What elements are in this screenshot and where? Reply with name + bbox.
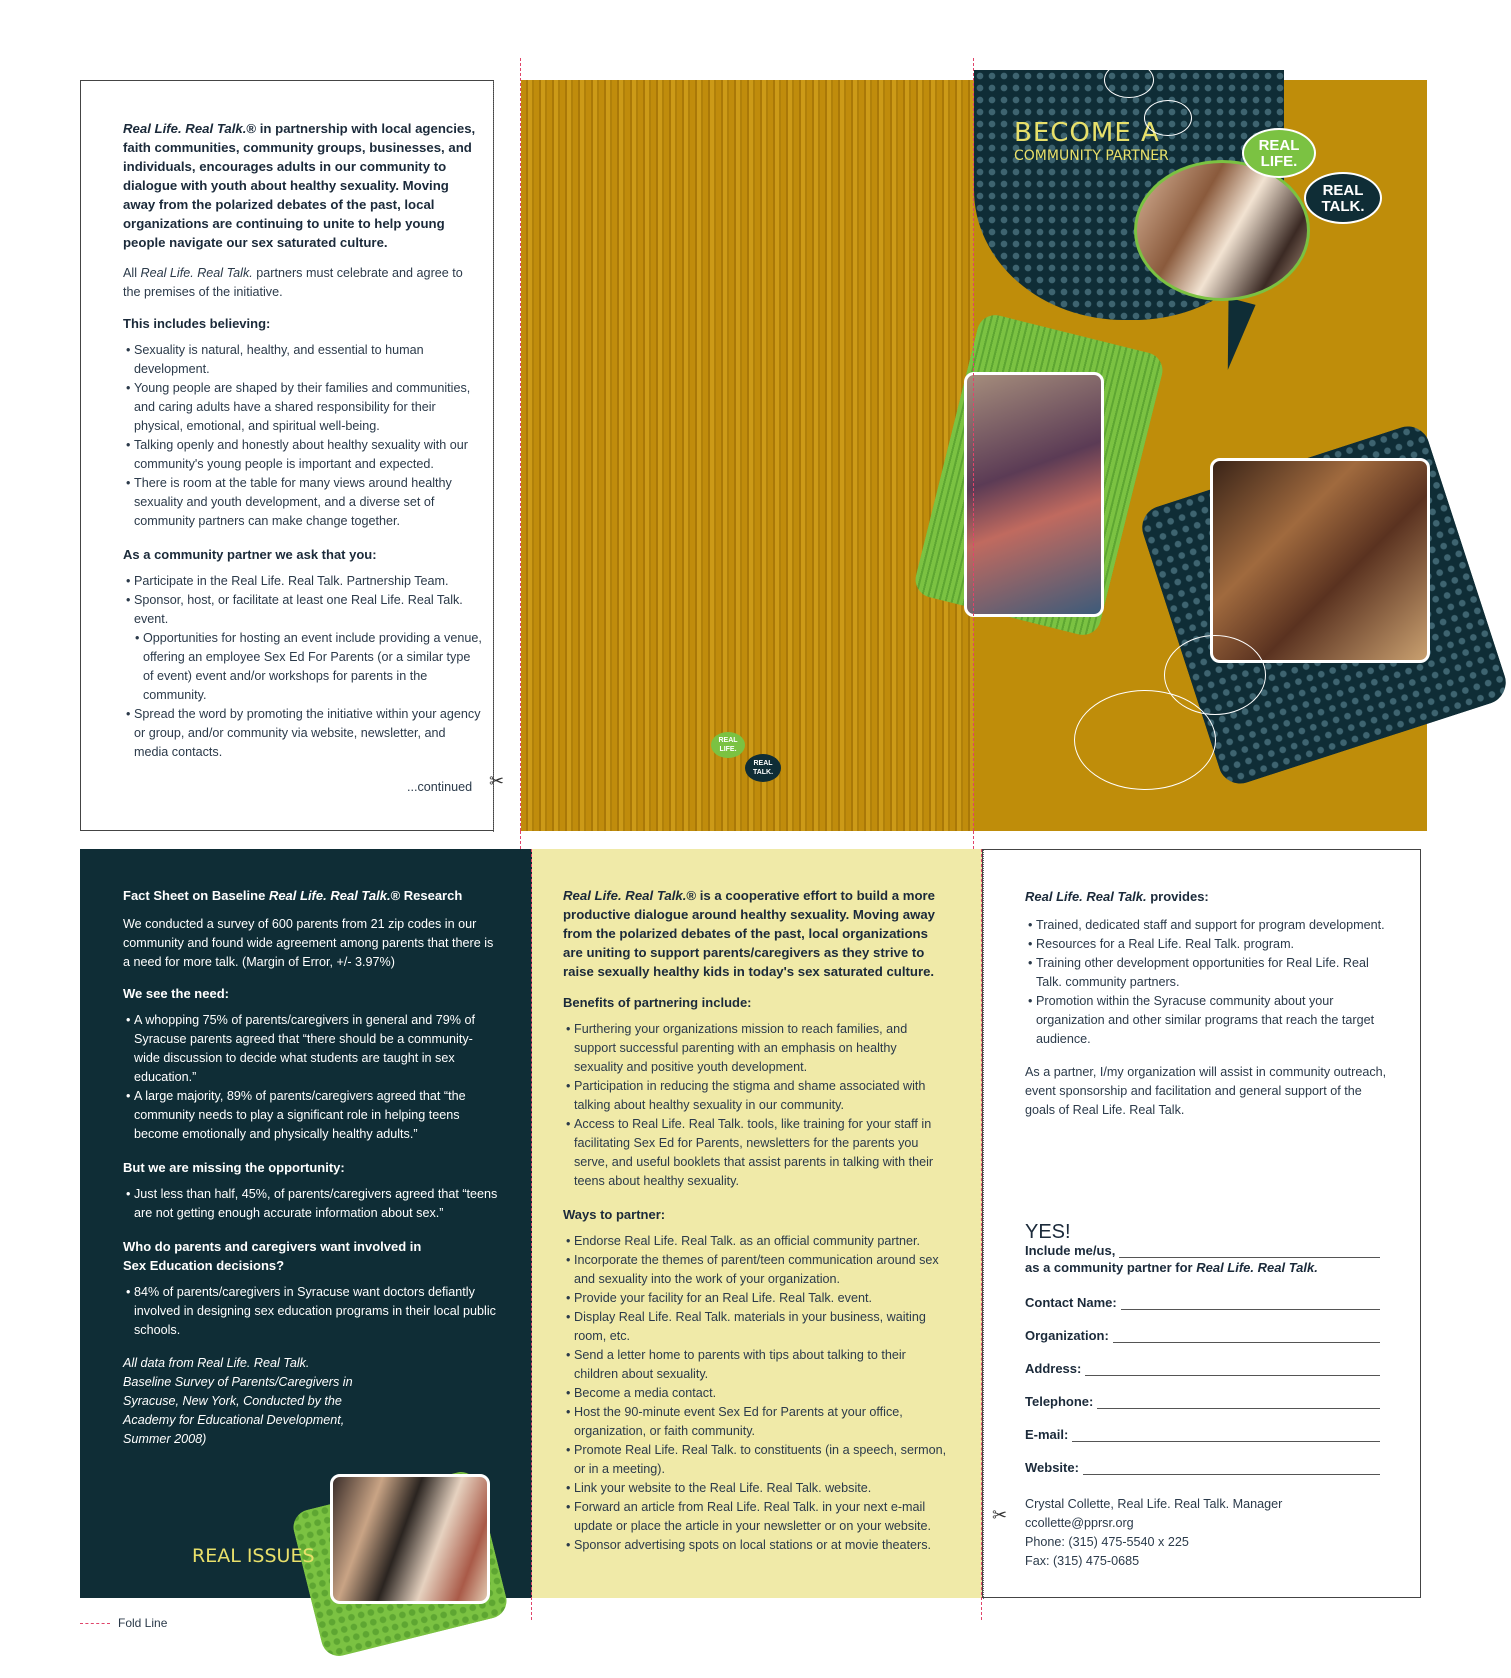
include-field[interactable]: Include me/us, [1025, 1243, 1380, 1258]
cover-photo-mother-daughter [964, 372, 1104, 617]
outline-speech-bubble [1074, 690, 1216, 790]
outline-speech-bubble [1104, 62, 1154, 98]
small-logo [711, 732, 791, 792]
logo-real-life-bubble: REAL LIFE. [711, 732, 745, 758]
perforation-line [493, 81, 494, 832]
list-item: • Display Real Life. Real Talk. materials in your business, waiting room, etc. [563, 1308, 948, 1346]
telephone-field[interactable]: Telephone: [1025, 1394, 1380, 1409]
list-item: • Training other development opportunities for Real Life. Real Talk. community partners. [1025, 954, 1395, 992]
include-input-line[interactable] [1119, 1243, 1380, 1258]
ask-heading: As a community partner we ask that you: [123, 547, 377, 562]
organization-field[interactable]: Organization: [1025, 1328, 1380, 1343]
yes-heading: YES! [1025, 1221, 1071, 1243]
ask-list [123, 572, 483, 762]
list-item: • Participate in the Real Life. Real Talk. Partnership Team. [123, 572, 483, 591]
need-heading: We see the need: [123, 986, 229, 1001]
list-item: • 84% of parents/caregivers in Syracuse want doctors defiantly involved in designing sex education programs in their local public schools. [123, 1283, 498, 1340]
cover-photo-guitar [1210, 458, 1430, 663]
fold-line-legend [80, 1616, 167, 1630]
list-item: • Incorporate the themes of parent/teen communication around sex and sexuality into the work of your organization. [563, 1251, 948, 1289]
list-item: • Become a media contact. [563, 1384, 948, 1403]
provides-heading: Real Life. Real Talk. provides: [1025, 889, 1209, 904]
contact-block [1025, 1495, 1380, 1571]
assist-paragraph: As a partner, I/my organization will assist in community outreach, event sponsorship and facilitation and general support of the goals of Real Life. Real Talk. [1025, 1065, 1387, 1117]
source-note: All data from Real Life. Real Talk. Baseline Survey of Parents/Caregivers in Syracuse, New York, Conducted by the Academy for Educational Development, Summer 2008) [123, 1356, 353, 1446]
survey-paragraph: We conducted a survey of 600 parents from 21 zip codes in our community and found wide agreement among parents that there is a need for more talk. (Margin of Error, +/- 3.97%) [123, 917, 494, 969]
real-issues-tagline: REAL ISSUES [192, 1545, 315, 1567]
contact-fax-text: Fax: (315) 475-0685 [1025, 1554, 1140, 1568]
list-item: • Sexuality is natural, healthy, and essential to human development. [123, 341, 483, 379]
list-item: • Promotion within the Syracuse community about your organization and other similar programs that reach the target audience. [1025, 992, 1395, 1049]
cover-title-line2: COMMUNITY PARTNER [1014, 148, 1169, 164]
fold-line [520, 58, 521, 831]
who-list [123, 1283, 498, 1340]
list-item: • Just less than half, 45%, of parents/caregivers agreed that “teens are not getting enough accurate information about sex.” [123, 1185, 498, 1223]
contact-email-text: ccollette@pprsr.org [1025, 1516, 1134, 1530]
logo-real-talk-bubble: REAL TALK. [745, 754, 781, 782]
fold-line-swatch [80, 1623, 110, 1624]
scissors-icon: ✂ [992, 1505, 1008, 1525]
panel-front-cover [974, 80, 1427, 831]
list-item: • Host the 90-minute event Sex Ed for Parents at your office, organization, or faith community. [563, 1403, 948, 1441]
organization-input[interactable] [1113, 1328, 1380, 1343]
list-item: • Furthering your organizations mission to reach families, and support successful parenting with an emphasis on healthy sexuality and positive youth development. [563, 1020, 948, 1077]
provides-list [1025, 916, 1395, 1049]
benefits-intro: Real Life. Real Talk.® is a cooperative effort to build a more productive dialogue around healthy sexuality. Moving away from the polarized debates of the past, local organizations are uniting to support parents/caregivers as they strive to raise sexually healthy kids in today's sex saturated culture. [563, 888, 936, 979]
cover-title-line1: BECOME A [1014, 118, 1160, 148]
continued-label: ...continued [407, 780, 473, 794]
list-item: • A large majority, 89% of parents/caregivers agreed that “the community needs to play a significant role in helping teens become emotionally and physically healthy adults.” [123, 1087, 498, 1144]
panel-partner-form [982, 849, 1421, 1598]
list-item: • Opportunities for hosting an event include providing a venue, offering an employee Sex Ed For Parents (or a similar type of event) event and/or workshops for parents in the community. [123, 629, 483, 705]
list-item: • Resources for a Real Life. Real Talk. program. [1025, 935, 1395, 954]
include-line2: as a community partner for Real Life. Real Talk. [1025, 1260, 1318, 1275]
ways-heading: Ways to partner: [563, 1207, 666, 1222]
missing-list [123, 1185, 498, 1223]
list-item: • Spread the word by promoting the initiative within your agency or group, and/or community via website, newsletter, and media contacts. [123, 705, 483, 762]
cover-bubble-tail [1210, 298, 1255, 373]
believe-heading: This includes believing: [123, 316, 271, 331]
list-item: • Young people are shaped by their families and communities, and caring adults have a shared responsibility for their physical, emotional, and spiritual well-being. [123, 379, 483, 436]
website-field[interactable]: Website: [1025, 1460, 1380, 1475]
contact-name-input[interactable] [1121, 1295, 1380, 1310]
missing-heading: But we are missing the opportunity: [123, 1160, 345, 1175]
list-item: • Access to Real Life. Real Talk. tools, like training for your staff in facilitating Sex Ed for Parents, newsletters for the parents you serve, and useful booklets that assist parents in talking with their teens about healthy sexuality. [563, 1115, 948, 1191]
ways-list [563, 1232, 948, 1555]
list-item: • Send a letter home to parents with tips about talking to their children about sexuality. [563, 1346, 948, 1384]
telephone-input[interactable] [1097, 1394, 1380, 1409]
list-item: • Sponsor advertising spots on local stations or at movie theaters. [563, 1536, 948, 1555]
list-item: • Link your website to the Real Life. Real Talk. website. [563, 1479, 948, 1498]
who-heading: Who do parents and caregivers want involved in Sex Education decisions? [123, 1239, 422, 1273]
list-item: • Trained, dedicated staff and support for program development. [1025, 916, 1395, 935]
premises-paragraph: All Real Life. Real Talk. partners must celebrate and agree to the premises of the initiative. [123, 266, 463, 299]
list-item: • Forward an article from Real Life. Real Talk. in your next e-mail update or place the article in your newsletter or on your website. [563, 1498, 948, 1536]
list-item: • A whopping 75% of parents/caregivers in general and 79% of Syracuse parents agreed that “there should be a community-wide discussion to decide what students are taught in sex education.” [123, 1011, 498, 1087]
panel-benefits [532, 849, 982, 1598]
real-issues-photo [330, 1474, 490, 1604]
list-item: • Endorse Real Life. Real Talk. as an official community partner. [563, 1232, 948, 1251]
benefits-heading: Benefits of partnering include: [563, 995, 752, 1010]
website-input[interactable] [1083, 1460, 1380, 1475]
need-list [123, 1011, 498, 1144]
fold-line [520, 831, 521, 849]
email-field[interactable]: E-mail: [1025, 1427, 1380, 1442]
fold-line [973, 58, 974, 831]
fold-line [531, 849, 532, 1620]
fact-sheet-heading: Fact Sheet on Baseline Real Life. Real Talk.® Research [123, 888, 463, 903]
outline-speech-bubble [1144, 100, 1192, 136]
premises-intro: Real Life. Real Talk.® in partnership with local agencies, faith communities, community groups, businesses, and individuals, encourages adults in our community to dialogue with youth about healthy sexuality. Moving away from the polarized debates of the past, local organizations are continuing to unite to help young people navigate our sex saturated culture. [123, 121, 476, 250]
contact-name-field[interactable]: Contact Name: [1025, 1295, 1380, 1310]
logo-real-life: REAL LIFE. [1242, 128, 1316, 178]
fold-line-label: Fold Line [118, 1616, 168, 1630]
scissors-icon: ✂ [489, 771, 505, 791]
list-item: • Talking openly and honestly about healthy sexuality with our community's young people is important and expected. [123, 436, 483, 474]
panel-back-cover [521, 80, 974, 831]
perforation-line [983, 850, 984, 1599]
email-input[interactable] [1072, 1427, 1380, 1442]
address-input[interactable] [1085, 1361, 1380, 1376]
contact-name-text: Crystal Collette, Real Life. Real Talk. Manager [1025, 1497, 1283, 1511]
benefits-list [563, 1020, 948, 1191]
contact-phone-text: Phone: (315) 475-5540 x 225 [1025, 1535, 1189, 1549]
panel-fact-sheet [80, 849, 532, 1598]
fold-line [981, 849, 982, 1620]
list-item: • Sponsor, host, or facilitate at least one Real Life. Real Talk. event. [123, 591, 483, 629]
list-item: • Promote Real Life. Real Talk. to constituents (in a speech, sermon, or in a meeting). [563, 1441, 948, 1479]
panel-premises [80, 80, 505, 831]
fold-line [973, 831, 974, 849]
address-field[interactable]: Address: [1025, 1361, 1380, 1376]
cover-photo-teens [1134, 160, 1310, 301]
list-item: • Provide your facility for an Real Life. Real Talk. event. [563, 1289, 948, 1308]
beliefs-list [123, 341, 483, 531]
list-item: • There is room at the table for many views around healthy sexuality and youth development, and a diverse set of community partners can make change together. [123, 474, 483, 531]
logo-real-talk: REAL TALK. [1304, 172, 1382, 224]
list-item: • Participation in reducing the stigma and shame associated with talking about healthy sexuality in our community. [563, 1077, 948, 1115]
